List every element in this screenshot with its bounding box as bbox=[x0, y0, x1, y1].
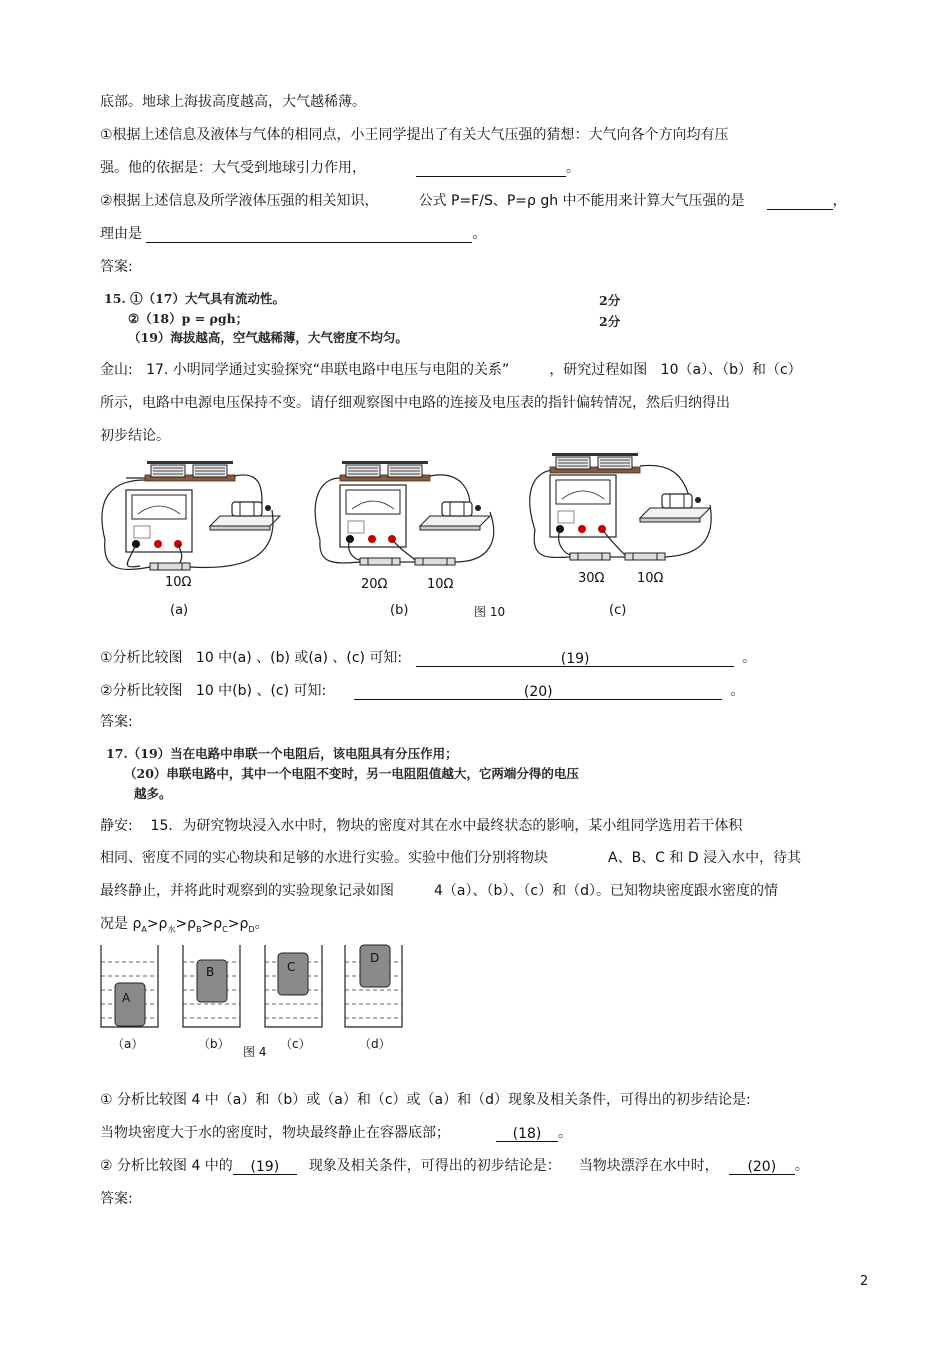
figure-caption: （d） bbox=[359, 1037, 391, 1051]
text-line: 底部。地球上海拔高度越高，大气越稀薄。 bbox=[100, 94, 366, 110]
answer-line: （19）海拔越高，空气越稀薄，大气密度不均匀。 bbox=[128, 330, 408, 345]
answer-line: （20）串联电路中，其中一个电阻不变时，另一电阻阻值越大，它两端分得的电压 bbox=[124, 766, 579, 781]
answer-line: ②（18）p = ρgh； bbox=[128, 311, 249, 326]
figure-title: 图 10 bbox=[474, 605, 506, 619]
resistor-label: 10Ω bbox=[165, 575, 192, 590]
answer-label: 答案: bbox=[100, 714, 133, 730]
answer-blank: (20) bbox=[729, 1158, 795, 1175]
page-number: 2 bbox=[860, 1274, 869, 1289]
text-span: 强。他的依据是：大气受到地球引力作用， bbox=[100, 160, 366, 176]
text-span: 15．为研究物块浸入水中时，物块的密度对其在水中最终状态的影响，某小组同学选用若干体积 bbox=[150, 818, 743, 834]
answer-line: 15. ①（17）大气具有流动性。 bbox=[104, 291, 285, 306]
text-span: >ρ bbox=[201, 916, 223, 932]
answer-blank: (19) bbox=[416, 650, 734, 667]
subscript: D bbox=[248, 924, 255, 934]
text-span: 当物块漂浮在水中时， bbox=[578, 1158, 719, 1174]
text-span: ② 分析比较图 4 中的 bbox=[100, 1158, 233, 1174]
figure-caption: (b) bbox=[390, 603, 409, 618]
text-line: 所示，电路中电源电压保持不变。请仔细观察图中电路的连接及电压表的指针偏转情况，然后归纳得出 bbox=[100, 395, 730, 411]
figure-caption: （b） bbox=[198, 1037, 230, 1051]
subscript: C bbox=[222, 924, 228, 934]
text-span: >ρ bbox=[175, 916, 197, 932]
text-span: ，研究过程如图 bbox=[549, 362, 648, 378]
text-span: 公式 P=F/S、P=ρ gh 中不能用来计算大气压强的是 bbox=[418, 193, 745, 209]
text-span: 。 bbox=[794, 1158, 809, 1174]
resistor-label: 10Ω bbox=[637, 571, 664, 586]
text-span: 。 bbox=[566, 160, 580, 176]
figure-caption: （c） bbox=[280, 1037, 311, 1051]
answer-line: 17.（19）当在电路中串联一个电阻后，该电阻具有分压作用； bbox=[106, 746, 458, 761]
subscript: B bbox=[196, 924, 202, 934]
answer-score: 2分 bbox=[599, 293, 621, 308]
text-span: >ρ bbox=[227, 916, 249, 932]
text-span: 况是 ρ bbox=[100, 916, 142, 932]
text-span: 最终静止，并将此时观察到的实验现象记录如图 bbox=[100, 883, 394, 899]
text-span: >ρ bbox=[146, 916, 168, 932]
text-span: 。 bbox=[254, 916, 269, 932]
answer-blank: (18) bbox=[496, 1125, 558, 1142]
subscript: A bbox=[141, 924, 147, 934]
text-span: 相同、密度不同的实心物块和足够的水进行实验。实验中他们分别将物块 bbox=[100, 850, 548, 866]
block-label: B bbox=[206, 965, 215, 979]
text-line bbox=[100, 1157, 809, 1175]
block-label: C bbox=[287, 960, 296, 974]
text-line bbox=[100, 1124, 572, 1142]
block-label: A bbox=[122, 991, 131, 1005]
text-span: 现象及相关条件，可得出的初步结论是： bbox=[308, 1158, 561, 1174]
text-span: 10 中(b) 、(c) 可知: bbox=[195, 683, 327, 699]
text-span: 。 bbox=[558, 1125, 572, 1141]
text-span: ①分析比较图 bbox=[100, 650, 183, 666]
text-span: 。 bbox=[730, 683, 745, 699]
text-span: 金山: bbox=[100, 362, 133, 378]
text-span: 。 bbox=[472, 226, 487, 242]
text-span: 17. 小明同学通过实验探究“串联电路中电压与电阻的关系” bbox=[146, 362, 510, 378]
text-span: 4（a）、（b）、（c）和（d）。已知物块密度跟水密度的情 bbox=[434, 883, 778, 899]
block-label: D bbox=[370, 951, 380, 965]
answer-blank: (19) bbox=[233, 1158, 297, 1175]
text-span: ， bbox=[832, 193, 847, 209]
figure-caption: (c) bbox=[609, 603, 627, 618]
answer-label: 答案: bbox=[100, 259, 133, 275]
answer-line: 越多。 bbox=[134, 786, 172, 801]
text-line: ① 分析比较图 4 中（a）和（b）或（a）和（c）或（a）和（d）现象及相关条件，可得出的初步结论是: bbox=[100, 1092, 751, 1108]
text-span: 理由是 bbox=[100, 226, 142, 242]
text-span: 10 中(a) 、(b) 或(a) 、(c) 可知: bbox=[195, 650, 403, 666]
text-line: ①根据上述信息及液体与气体的相同点，小王同学提出了有关大气压强的猜想：大气向各个方向均有压 bbox=[100, 127, 729, 143]
answer-label: 答案: bbox=[100, 1191, 133, 1207]
text-span: 当物块密度大于水的密度时，物块最终静止在容器底部； bbox=[100, 1125, 450, 1141]
answer-score: 2分 bbox=[599, 314, 621, 329]
text-span: ②分析比较图 bbox=[100, 683, 183, 699]
figure-caption: （a） bbox=[112, 1037, 144, 1051]
resistor-label: 20Ω bbox=[361, 577, 388, 592]
resistor-label: 10Ω bbox=[427, 577, 454, 592]
answer-blank: (20) bbox=[354, 683, 722, 700]
text-span: ②根据上述信息及所学液体压强的相关知识， bbox=[100, 193, 379, 209]
text-span: A、B、C 和 D 浸入水中，待其 bbox=[608, 850, 802, 866]
figure-caption: (a) bbox=[170, 603, 189, 618]
text-line: 初步结论。 bbox=[100, 428, 170, 444]
subscript: 水 bbox=[167, 924, 176, 934]
text-span: 。 bbox=[742, 650, 757, 666]
text-span: 10（a）、（b）和（c） bbox=[660, 362, 802, 378]
resistor-label: 30Ω bbox=[578, 571, 605, 586]
text-span: 静安: bbox=[100, 818, 133, 834]
figure-title: 图 4 bbox=[243, 1045, 267, 1059]
